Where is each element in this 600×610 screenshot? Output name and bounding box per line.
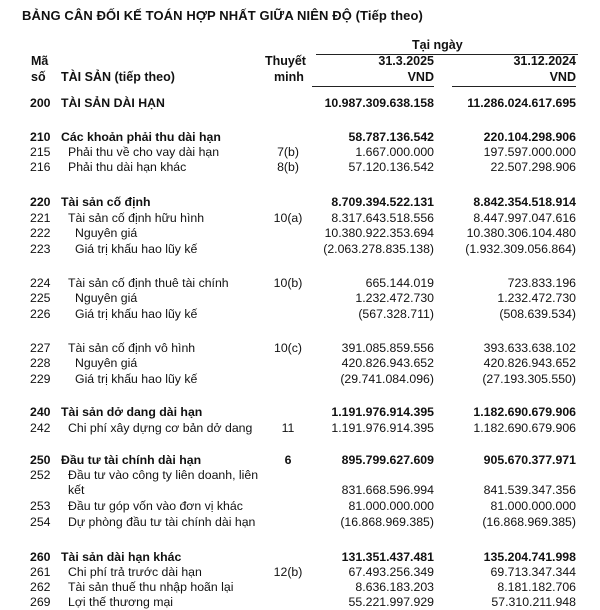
table-row <box>0 96 600 111</box>
code-header-line1: Mã <box>31 54 49 68</box>
row-label: Phải thu dài hạn khác <box>68 160 187 174</box>
table-row <box>0 468 600 483</box>
row-note: 6 <box>284 453 292 467</box>
row-value-2024: 420.826.943.652 <box>483 356 576 370</box>
row-value-2024: 11.286.024.617.695 <box>467 96 576 110</box>
assets-header: TÀI SẢN (tiếp theo) <box>61 70 175 84</box>
row-code: 226 <box>30 307 51 321</box>
table-row <box>0 356 600 371</box>
date1-header: 31.3.2025 <box>378 54 434 68</box>
table-row <box>0 211 600 226</box>
row-label: Đầu tư góp vốn vào đơn vị khác <box>68 499 243 513</box>
row-value-2024: 1.182.690.679.906 <box>473 405 576 419</box>
row-code: 269 <box>30 595 51 609</box>
row-value-2024: (508.639.534) <box>499 307 576 321</box>
row-value-2024: 81.000.000.000 <box>490 499 576 513</box>
row-value-2024: (27.193.305.550) <box>482 372 576 386</box>
row-label: Chi phí trả trước dài hạn <box>68 565 202 579</box>
row-code: 240 <box>30 405 51 419</box>
unit1-header: VND <box>407 70 434 84</box>
row-label: Các khoản phải thu dài hạn <box>61 130 221 144</box>
row-label: Phải thu về cho vay dài hạn <box>68 145 220 159</box>
row-code: 250 <box>30 453 51 467</box>
row-value-2024: 135.204.741.998 <box>483 550 576 564</box>
row-label: Lợi thế thương mại <box>68 595 174 609</box>
row-value-2024: 57.310.211.948 <box>491 595 576 609</box>
table-row <box>0 372 600 387</box>
row-code: 216 <box>30 160 51 174</box>
row-value-2025: 81.000.000.000 <box>348 499 434 513</box>
table-row <box>0 276 600 291</box>
row-value-2025: (16.868.969.385) <box>340 515 434 529</box>
row-value-2025: 67.493.256.349 <box>348 565 434 579</box>
row-value-2025: (567.328.711) <box>358 307 434 321</box>
row-code: 210 <box>30 130 51 144</box>
row-code: 261 <box>30 565 51 579</box>
row-value-2025: 10.987.309.638.158 <box>324 96 434 110</box>
unit2-header: VND <box>549 70 576 84</box>
row-code: 215 <box>30 145 51 159</box>
row-code: 229 <box>30 372 51 386</box>
row-label: Tài sản dở dang dài hạn <box>61 405 203 419</box>
row-value-2024: 841.539.347.356 <box>483 483 576 497</box>
note-header-line1: Thuyết <box>265 54 306 68</box>
row-value-2024: 10.380.306.104.480 <box>466 226 576 240</box>
row-value-2024: (1.932.309.056.864) <box>465 242 576 256</box>
row-value-2025: 8.636.183.203 <box>355 580 434 594</box>
row-code: 262 <box>30 580 51 594</box>
table-row <box>0 483 600 498</box>
unit2-underline <box>452 86 576 87</box>
row-label: Nguyên giá <box>75 226 138 240</box>
row-value-2024: 220.104.298.906 <box>483 130 576 144</box>
row-code: 260 <box>30 550 51 564</box>
row-value-2024: 69.713.347.344 <box>490 565 576 579</box>
row-value-2025: 55.221.997.929 <box>348 595 434 609</box>
row-value-2025: 1.191.976.914.395 <box>331 405 434 419</box>
row-value-2024: 8.181.182.706 <box>497 580 576 594</box>
row-label: Giá trị khấu hao lũy kế <box>75 372 198 386</box>
row-code: 252 <box>30 468 51 482</box>
row-code: 223 <box>30 242 51 256</box>
row-value-2024: 22.507.298.906 <box>490 160 576 174</box>
row-label: Dự phòng đầu tư tài chính dài hạn <box>68 515 256 529</box>
row-label: Nguyên giá <box>75 356 138 370</box>
row-note: 7(b) <box>277 145 299 159</box>
row-label: Tài sản cố định hữu hình <box>68 211 205 225</box>
row-label: kết <box>68 483 85 497</box>
row-code: 228 <box>30 356 51 370</box>
row-code: 224 <box>30 276 51 290</box>
page-title: BẢNG CÂN ĐỐI KẾ TOÁN HỢP NHẤT GIỮA NIÊN ĐỘ (Tiếp theo) <box>22 8 423 23</box>
row-value-2025: 10.380.922.353.694 <box>324 226 434 240</box>
row-value-2025: 8.317.643.518.556 <box>331 211 434 225</box>
date2-header: 31.12.2024 <box>513 54 576 68</box>
row-value-2025: 1.191.976.914.395 <box>331 421 434 435</box>
table-row <box>0 595 600 610</box>
row-value-2024: 1.232.472.730 <box>497 291 576 305</box>
row-note: 12(b) <box>273 565 303 579</box>
row-label: Tài sản dài hạn khác <box>61 550 182 564</box>
unit1-underline <box>312 86 434 87</box>
row-value-2025: 58.787.136.542 <box>348 130 434 144</box>
row-value-2025: 131.351.437.481 <box>341 550 434 564</box>
row-label: Tài sản thuế thu nhập hoãn lại <box>68 580 234 594</box>
row-label: Tài sản cố định vô hình <box>68 341 196 355</box>
row-code: 225 <box>30 291 51 305</box>
row-note: 8(b) <box>277 160 299 174</box>
row-note: 11 <box>281 421 295 435</box>
row-value-2024: (16.868.969.385) <box>482 515 576 529</box>
date-group-header: Tại ngày <box>412 38 463 52</box>
row-value-2025: 895.799.627.609 <box>341 453 434 467</box>
table-row <box>0 307 600 322</box>
table-row <box>0 499 600 514</box>
row-value-2024: 1.182.690.679.906 <box>473 421 576 435</box>
table-row <box>0 550 600 565</box>
row-value-2024: 393.633.638.102 <box>483 341 576 355</box>
row-value-2025: 831.668.596.994 <box>341 483 434 497</box>
row-label: Tài sản cố định <box>61 195 151 209</box>
note-header-line2: minh <box>274 70 304 84</box>
row-value-2025: 391.085.859.556 <box>341 341 434 355</box>
row-note: 10(a) <box>273 211 303 225</box>
row-value-2024: 723.833.196 <box>507 276 576 290</box>
table-row <box>0 341 600 356</box>
table-row <box>0 242 600 257</box>
row-label: Nguyên giá <box>75 291 138 305</box>
table-row <box>0 145 600 160</box>
table-row <box>0 130 600 145</box>
code-header-line2: số <box>31 70 46 84</box>
row-value-2024: 905.670.377.971 <box>483 453 576 467</box>
row-value-2025: (2.063.278.835.138) <box>323 242 434 256</box>
row-value-2025: 1.232.472.730 <box>355 291 434 305</box>
row-value-2024: 8.842.354.518.914 <box>473 195 576 209</box>
table-row <box>0 580 600 595</box>
row-value-2024: 197.597.000.000 <box>483 145 576 159</box>
row-label: Chi phí xây dựng cơ bản dở dang <box>68 421 253 435</box>
row-value-2025: 1.667.000.000 <box>355 145 434 159</box>
row-code: 220 <box>30 195 51 209</box>
row-value-2025: (29.741.084.096) <box>340 372 434 386</box>
row-code: 253 <box>30 499 51 513</box>
table-row <box>0 160 600 175</box>
table-row <box>0 565 600 580</box>
row-value-2025: 665.144.019 <box>365 276 434 290</box>
table-row <box>0 421 600 436</box>
row-note: 10(c) <box>273 341 303 355</box>
row-label: Đầu tư tài chính dài hạn <box>61 453 202 467</box>
row-label: Giá trị khấu hao lũy kế <box>75 242 198 256</box>
row-code: 200 <box>30 96 51 110</box>
row-label: TÀI SẢN DÀI HẠN <box>61 96 165 110</box>
row-code: 254 <box>30 515 51 529</box>
row-value-2025: 420.826.943.652 <box>341 356 434 370</box>
table-row <box>0 515 600 530</box>
table-row <box>0 226 600 241</box>
row-code: 227 <box>30 341 51 355</box>
row-value-2024: 8.447.997.047.616 <box>473 211 576 225</box>
table-row <box>0 195 600 210</box>
row-code: 222 <box>30 226 51 240</box>
row-code: 221 <box>30 211 51 225</box>
row-value-2025: 8.709.394.522.131 <box>331 195 434 209</box>
table-row <box>0 291 600 306</box>
row-value-2025: 57.120.136.542 <box>348 160 434 174</box>
row-label: Tài sản cố định thuê tài chính <box>68 276 229 290</box>
row-code: 242 <box>30 421 51 435</box>
table-row <box>0 405 600 420</box>
row-label: Giá trị khấu hao lũy kế <box>75 307 198 321</box>
table-row <box>0 453 600 468</box>
row-label: Đầu tư vào công ty liên doanh, liên <box>68 468 259 482</box>
row-note: 10(b) <box>273 276 303 290</box>
